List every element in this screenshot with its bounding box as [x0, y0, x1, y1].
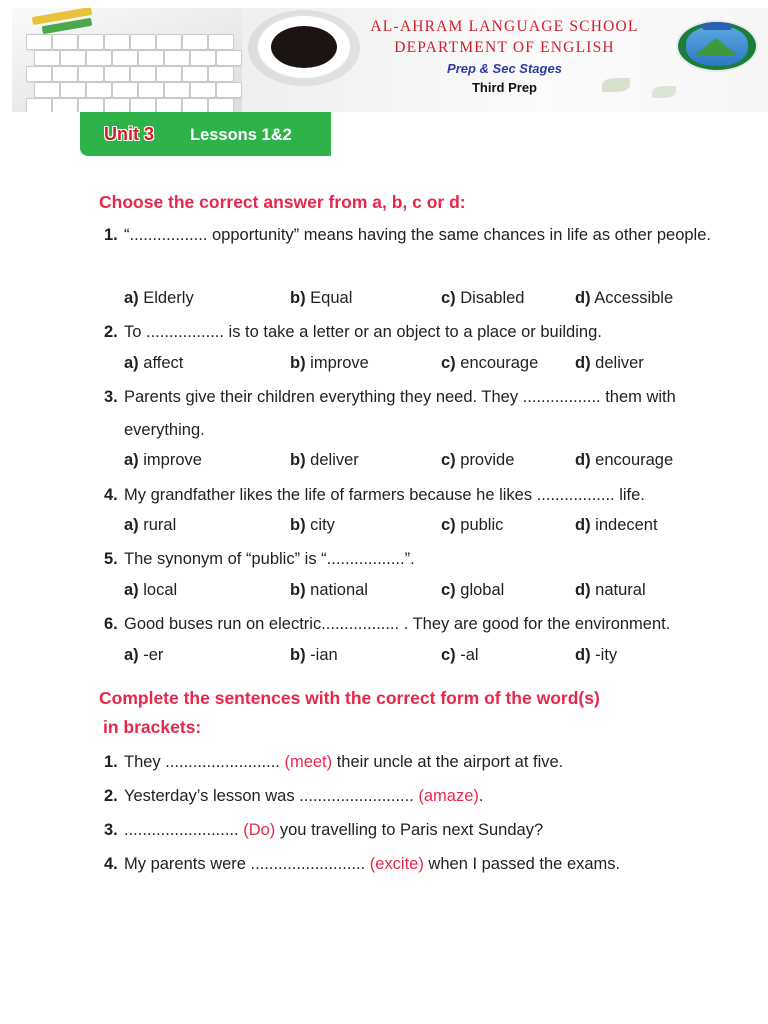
keyboard-key: [86, 50, 112, 66]
sentence-before: They .........................: [124, 753, 285, 771]
option-b[interactable]: b) improve: [290, 354, 369, 372]
grade-label: Third Prep: [471, 80, 537, 95]
question-6: [104, 608, 734, 641]
option-a[interactable]: a) -er: [124, 646, 164, 664]
keyboard-key: [216, 82, 242, 98]
question-number: 6.: [104, 615, 118, 633]
question-number: 2.: [104, 323, 118, 341]
school-logo-icon: [676, 20, 758, 72]
option-c[interactable]: c) Disabled: [441, 289, 525, 307]
keyboard-key: [34, 50, 60, 66]
option-b[interactable]: b) Equal: [290, 289, 353, 307]
keyboard-key: [78, 34, 104, 50]
coffee-cup-image: [256, 14, 352, 80]
keyboard-key: [112, 82, 138, 98]
option-a[interactable]: a) local: [124, 581, 178, 599]
sentence-number: 3.: [104, 821, 118, 839]
sentence-4: [104, 848, 734, 881]
keyboard-key: [216, 50, 242, 66]
keyboard-key: [34, 82, 60, 98]
keyboard-key: [26, 98, 52, 112]
keyboard-key: [52, 66, 78, 82]
keyboard-key: [130, 66, 156, 82]
section1-heading: Choose the correct answer from a, b, c or d:: [99, 192, 466, 212]
keyboard-key: [182, 98, 208, 112]
question-text: Good buses run on electric................. . They are good for the environment.: [124, 615, 671, 633]
bracket-word: (excite): [369, 855, 424, 873]
sentence-1: [104, 746, 734, 779]
sentence-after: when I passed the exams.: [423, 855, 621, 873]
option-c[interactable]: c) global: [441, 581, 505, 599]
keyboard-key: [26, 34, 52, 50]
question-5: [104, 543, 734, 576]
keyboard-key: [208, 98, 234, 112]
option-b[interactable]: b) city: [290, 516, 335, 534]
keyboard-key: [26, 66, 52, 82]
question-text: My grandfather likes the life of farmers because he likes ................. life.: [124, 486, 645, 504]
keyboard-key: [112, 50, 138, 66]
header-banner: [12, 8, 768, 112]
keyboard-key: [182, 66, 208, 82]
section2-heading-line1: Complete the sentences with the correct form of the word(s): [99, 688, 600, 708]
keyboard-key: [86, 82, 112, 98]
option-c[interactable]: c) encourage: [441, 354, 539, 372]
sentence-after: their uncle at the airport at five.: [332, 753, 564, 771]
option-c[interactable]: c) -al: [441, 646, 479, 664]
keyboard-key: [130, 98, 156, 112]
bracket-word: (Do): [243, 821, 276, 839]
keyboard-key: [208, 34, 234, 50]
option-d[interactable]: d) natural: [575, 581, 646, 599]
sentence-number: 1.: [104, 753, 118, 771]
option-c[interactable]: c) provide: [441, 451, 515, 469]
option-d[interactable]: d) indecent: [575, 516, 658, 534]
sentence-number: 2.: [104, 787, 118, 805]
question-4: [104, 479, 734, 512]
question-text: “................. opportunity” means having the same chances in life as other people.: [124, 226, 711, 244]
question-number: 4.: [104, 486, 118, 504]
option-b[interactable]: b) -ian: [290, 646, 338, 664]
option-a[interactable]: a) Elderly: [124, 289, 194, 307]
keyboard-key: [156, 98, 182, 112]
option-d[interactable]: d) -ity: [575, 646, 618, 664]
keyboard-key: [182, 34, 208, 50]
department-name: DEPARTMENT OF ENGLISH: [394, 39, 615, 56]
keyboard-key: [52, 98, 78, 112]
lessons-label: Lessons 1&2: [190, 126, 292, 144]
keyboard-key: [60, 82, 86, 98]
keyboard-key: [138, 50, 164, 66]
sentence-before: .........................: [124, 821, 244, 839]
bracket-word: (amaze): [418, 787, 479, 805]
question-text: Parents give their children everything they need. They ................. them with everything.: [124, 388, 676, 439]
option-a[interactable]: a) improve: [124, 451, 202, 469]
school-name: AL-AHRAM LANGUAGE SCHOOL: [370, 18, 639, 35]
question-text: The synonym of “public” is “.................”.: [124, 550, 415, 568]
keyboard-key: [78, 98, 104, 112]
sentence-after: .: [478, 787, 484, 805]
sentence-3: [104, 814, 734, 847]
sentence-2: [104, 780, 734, 813]
option-a[interactable]: a) affect: [124, 354, 184, 372]
question-number: 5.: [104, 550, 118, 568]
keyboard-key: [164, 50, 190, 66]
question-3: [104, 381, 734, 447]
option-a[interactable]: a) rural: [124, 516, 177, 534]
keyboard-key: [104, 98, 130, 112]
keyboard-key: [190, 82, 216, 98]
keyboard-key: [164, 82, 190, 98]
question-2: [104, 316, 734, 349]
keyboard-key: [130, 34, 156, 50]
option-d[interactable]: d) encourage: [575, 451, 674, 469]
sentence-before: Yesterday’s lesson was .........................: [124, 787, 419, 805]
bracket-word: (meet): [284, 753, 333, 771]
option-d[interactable]: d) deliver: [575, 354, 644, 372]
section2-heading-line2: in brackets:: [103, 717, 202, 737]
keyboard-image: [12, 8, 242, 112]
keyboard-key: [78, 66, 104, 82]
question-1: [104, 219, 734, 252]
school-title-block: [342, 18, 667, 95]
question-number: 1.: [104, 226, 118, 244]
keyboard-key: [104, 34, 130, 50]
keyboard-key: [156, 66, 182, 82]
option-b[interactable]: b) national: [290, 581, 368, 599]
keyboard-key: [138, 82, 164, 98]
sentence-before: My parents were .........................: [124, 855, 370, 873]
keyboard-key: [190, 50, 216, 66]
question-number: 3.: [104, 388, 118, 406]
keyboard-key: [208, 66, 234, 82]
stages-label: Prep & Sec Stages: [447, 61, 562, 76]
option-b[interactable]: b) deliver: [290, 451, 359, 469]
keyboard-key: [104, 66, 130, 82]
unit-tab: [80, 112, 331, 156]
keyboard-key: [156, 34, 182, 50]
keyboard-key: [52, 34, 78, 50]
option-d[interactable]: d) Accessible: [575, 289, 674, 307]
unit-label: Unit 3: [104, 124, 155, 144]
sentence-number: 4.: [104, 855, 118, 873]
sentence-after: you travelling to Paris next Sunday?: [275, 821, 544, 839]
keyboard-key: [60, 50, 86, 66]
question-text: To ................. is to take a letter or an object to a place or building.: [124, 323, 602, 341]
option-c[interactable]: c) public: [441, 516, 504, 534]
